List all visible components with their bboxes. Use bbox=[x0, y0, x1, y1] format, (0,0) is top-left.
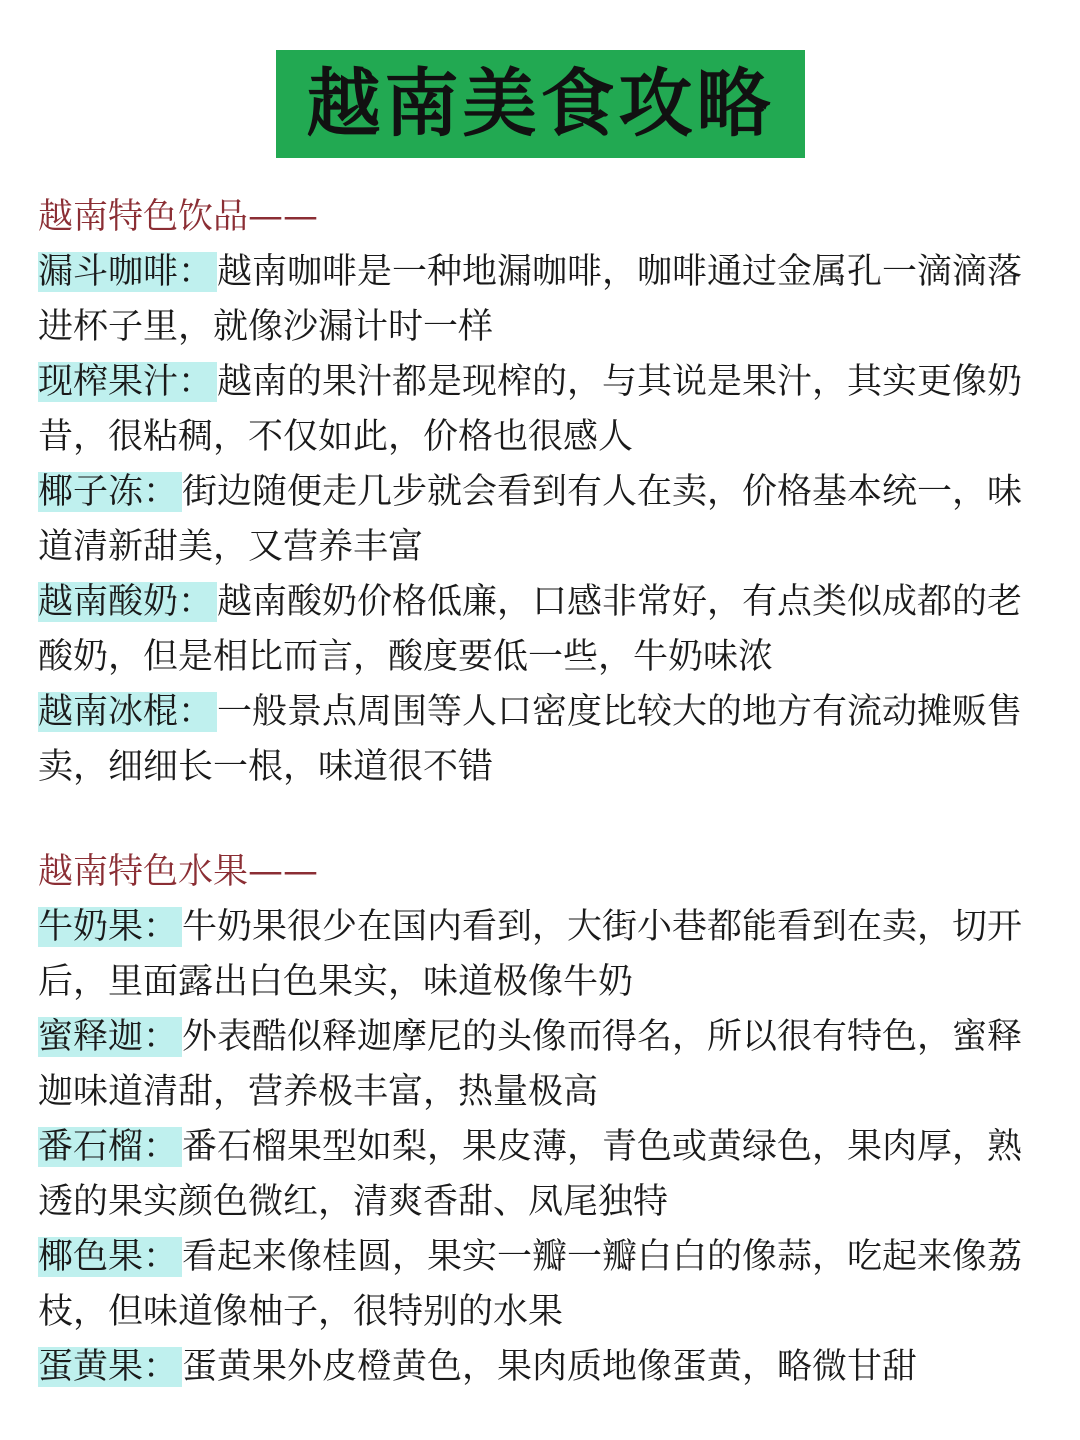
entry-desc: 蛋黄果外皮橙黄色，果肉质地像蛋黄，略微甘甜 bbox=[182, 1347, 918, 1387]
entry-term: 番石榴： bbox=[38, 1127, 182, 1167]
entry-term: 椰子冻： bbox=[38, 472, 182, 512]
entry-term: 牛奶果： bbox=[38, 907, 182, 947]
section-heading: 越南特色饮品—— bbox=[38, 197, 319, 237]
entry-sugar-apple bbox=[38, 1010, 1048, 1120]
entry-coconut-jelly bbox=[38, 465, 1048, 575]
page-title: 越南美食攻略 bbox=[306, 61, 775, 147]
entry-yogurt bbox=[38, 575, 1048, 685]
entry-desc: 街边随便走几步就会看到有人在卖，价格基本统一，味道清新甜美，又营养丰富 bbox=[38, 472, 1023, 567]
section-drinks bbox=[38, 190, 1048, 795]
entry-desc: 越南酸奶价格低廉，口感非常好，有点类似成都的老酸奶，但是相比而言，酸度要低一些，牛奶味浓 bbox=[38, 582, 1023, 677]
entry-desc: 番石榴果型如梨，果皮薄，青色或黄绿色，果肉厚，熟透的果实颜色微红，清爽香甜、凤尾独特 bbox=[38, 1127, 1023, 1222]
entry-desc: 越南的果汁都是现榨的，与其说是果汁，其实更像奶昔，很粘稠，不仅如此，价格也很感人 bbox=[38, 362, 1023, 457]
entry-desc: 牛奶果很少在国内看到，大街小巷都能看到在卖，切开后，里面露出白色果实，味道极像牛奶 bbox=[38, 907, 1023, 1002]
entry-guava bbox=[38, 1120, 1048, 1230]
title-banner bbox=[276, 50, 805, 158]
entry-desc: 看起来像桂圆，果实一瓣一瓣白白的像蒜，吃起来像荔枝，但味道像柚子，很特别的水果 bbox=[38, 1237, 1023, 1332]
entry-term: 越南酸奶： bbox=[38, 582, 217, 622]
entry-term: 越南冰棍： bbox=[38, 692, 217, 732]
entry-term: 漏斗咖啡： bbox=[38, 252, 217, 292]
entry-desc: 一般景点周围等人口密度比较大的地方有流动摊贩售卖，细细长一根，味道很不错 bbox=[38, 692, 1023, 787]
section-fruits bbox=[38, 845, 1048, 1395]
entry-funnel-coffee bbox=[38, 245, 1048, 355]
entry-term: 蜜释迦： bbox=[38, 1017, 182, 1057]
entry-term: 蛋黄果： bbox=[38, 1347, 182, 1387]
entry-fresh-juice bbox=[38, 355, 1048, 465]
entry-term: 现榨果汁： bbox=[38, 362, 217, 402]
entry-popsicle bbox=[38, 685, 1048, 795]
section-heading: 越南特色水果—— bbox=[38, 852, 319, 892]
entry-desc: 越南咖啡是一种地漏咖啡，咖啡通过金属孔一滴滴落进杯子里，就像沙漏计时一样 bbox=[38, 252, 1023, 347]
entry-term: 椰色果： bbox=[38, 1237, 182, 1277]
entry-longkong bbox=[38, 1230, 1048, 1340]
entry-milk-fruit bbox=[38, 900, 1048, 1010]
entry-egg-fruit bbox=[38, 1340, 1048, 1395]
entry-desc: 外表酷似释迦摩尼的头像而得名，所以很有特色，蜜释迦味道清甜，营养极丰富，热量极高 bbox=[38, 1017, 1023, 1112]
